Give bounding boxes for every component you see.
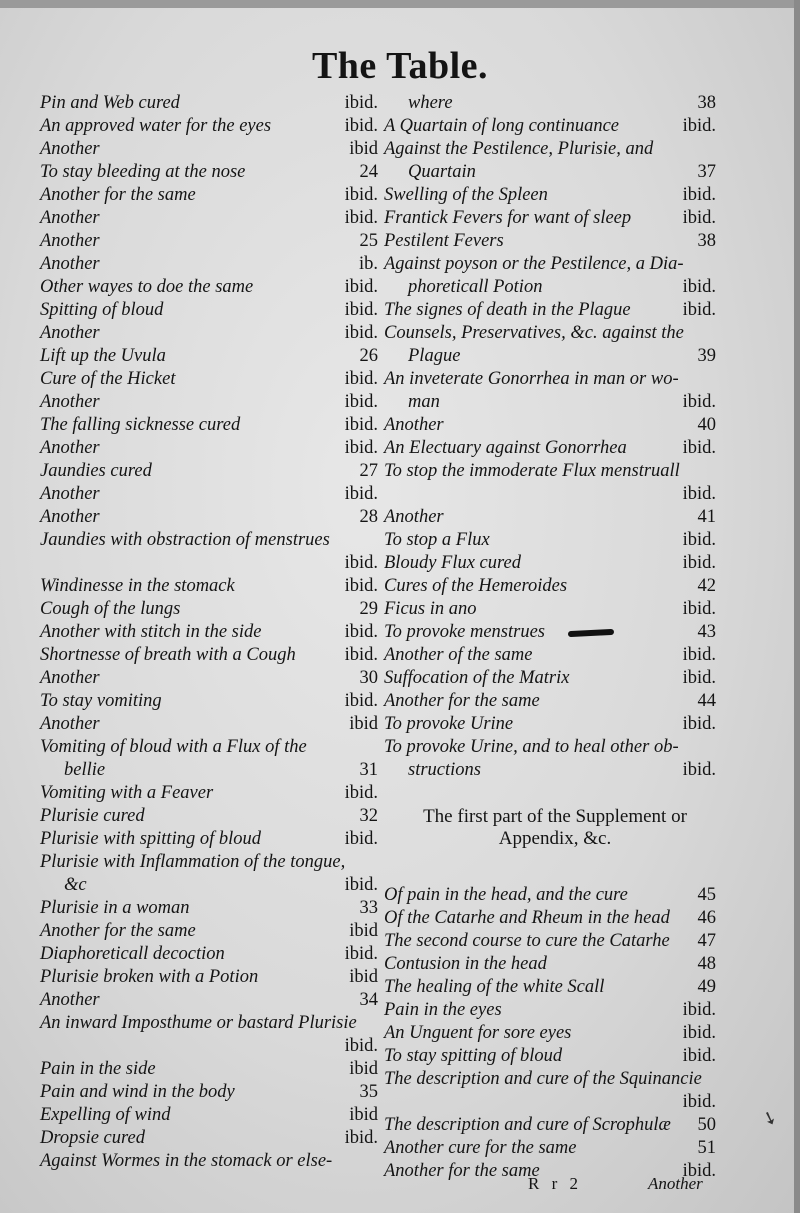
index-entry bbox=[384, 483, 716, 506]
entry-text: Plurisie in a woman bbox=[40, 898, 190, 918]
entry-page-number: 33 bbox=[359, 898, 378, 918]
index-entry bbox=[384, 230, 716, 253]
index-entry bbox=[384, 207, 716, 230]
entry-page-number: ibid bbox=[349, 714, 378, 734]
entry-text: Another bbox=[40, 208, 100, 228]
entry-page-number: ibid. bbox=[682, 1023, 716, 1043]
index-entry bbox=[40, 368, 378, 391]
entry-text: Shortnesse of breath with a Cough bbox=[40, 645, 296, 665]
entry-text: phoreticall Potion bbox=[408, 277, 543, 297]
entry-text: Another bbox=[40, 507, 100, 527]
index-entry bbox=[384, 667, 716, 690]
entry-text: To stop the immoderate Flux menstruall bbox=[384, 461, 680, 481]
entry-text: Plurisie with Inflammation of the tongue, bbox=[40, 852, 346, 872]
index-entry bbox=[384, 414, 716, 437]
entry-page-number: ibid. bbox=[682, 1000, 716, 1020]
entry-page-number: 38 bbox=[697, 93, 716, 113]
entry-page-number: 50 bbox=[697, 1115, 716, 1135]
index-entry bbox=[40, 115, 378, 138]
entry-text: Jaundies cured bbox=[40, 461, 152, 481]
entry-text: A Quartain of long continuance bbox=[384, 116, 619, 136]
entry-text: &c bbox=[64, 875, 87, 895]
entry-text: Another bbox=[40, 139, 100, 159]
entry-text: Pin and Web cured bbox=[40, 93, 180, 113]
section-gap bbox=[384, 850, 716, 884]
index-entry bbox=[40, 322, 378, 345]
entry-text: Another of the same bbox=[384, 645, 533, 665]
entry-text: Ficus in ano bbox=[384, 599, 477, 619]
entry-page-number: 44 bbox=[697, 691, 716, 711]
index-entry bbox=[40, 621, 378, 644]
entry-text: Another bbox=[384, 507, 444, 527]
entry-text: Spitting of bloud bbox=[40, 300, 164, 320]
entry-text: The falling sicknesse cured bbox=[40, 415, 241, 435]
entry-text: Pain in the eyes bbox=[384, 1000, 502, 1020]
index-entry bbox=[384, 907, 716, 930]
entry-text: where bbox=[408, 93, 453, 113]
index-entry bbox=[384, 253, 716, 276]
entry-page-number: 31 bbox=[359, 760, 378, 780]
index-entry bbox=[40, 851, 378, 874]
entry-page-number: 41 bbox=[697, 507, 716, 527]
entry-text: Plurisie broken with a Potion bbox=[40, 967, 259, 987]
entry-page-number: ibid. bbox=[682, 599, 716, 619]
entry-page-number: 45 bbox=[697, 885, 716, 905]
index-entry bbox=[40, 897, 378, 920]
index-entry bbox=[40, 529, 378, 552]
entry-text: Another bbox=[384, 415, 444, 435]
entry-text: Against Wormes in the stomack or else- bbox=[40, 1151, 333, 1171]
entry-text: Another bbox=[40, 323, 100, 343]
index-entry bbox=[40, 483, 378, 506]
entry-page-number: ibid. bbox=[682, 438, 716, 458]
entry-text: Cough of the lungs bbox=[40, 599, 181, 619]
entry-text: Another for the same bbox=[40, 185, 196, 205]
index-entry bbox=[384, 368, 716, 391]
entry-text: The second course to cure the Catarhe bbox=[384, 931, 670, 951]
entry-text: An inveterate Gonorrhea in man or wo- bbox=[384, 369, 679, 389]
entry-text: To stop a Flux bbox=[384, 530, 490, 550]
index-entry bbox=[40, 1058, 378, 1081]
entry-page-number: 34 bbox=[359, 990, 378, 1010]
entry-text: The healing of the white Scall bbox=[384, 977, 605, 997]
entry-page-number: 27 bbox=[359, 461, 378, 481]
index-entry bbox=[384, 437, 716, 460]
entry-page-number: ibid. bbox=[344, 93, 378, 113]
entry-page-number: 30 bbox=[359, 668, 378, 688]
index-entry bbox=[40, 437, 378, 460]
index-entry bbox=[384, 529, 716, 552]
entry-text: Another cure for the same bbox=[384, 1138, 577, 1158]
index-entry bbox=[40, 506, 378, 529]
entry-page-number: ibid. bbox=[344, 277, 378, 297]
page-title: The Table. bbox=[311, 45, 489, 87]
entry-page-number: ibid. bbox=[344, 576, 378, 596]
entry-page-number: ibid. bbox=[682, 277, 716, 297]
entry-text: Another for the same bbox=[384, 1161, 540, 1181]
index-entry bbox=[40, 92, 378, 115]
entry-page-number: 40 bbox=[697, 415, 716, 435]
index-entry bbox=[384, 299, 716, 322]
entry-text: Vomiting with a Feaver bbox=[40, 783, 214, 803]
index-entry bbox=[40, 253, 378, 276]
entry-text: Bloudy Flux cured bbox=[384, 553, 521, 573]
index-entry bbox=[384, 884, 716, 907]
entry-page-number: ibid bbox=[349, 1059, 378, 1079]
index-entry bbox=[384, 713, 716, 736]
entry-page-number: ibid. bbox=[344, 1128, 378, 1148]
entry-page-number: ibid. bbox=[682, 116, 716, 136]
right-index-entries bbox=[384, 92, 716, 782]
entry-text: Against the Pestilence, Plurisie, and bbox=[384, 139, 654, 159]
index-entry bbox=[384, 930, 716, 953]
entry-text: The signes of death in the Plague bbox=[384, 300, 631, 320]
index-entry bbox=[40, 943, 378, 966]
entry-text: Other wayes to doe the same bbox=[40, 277, 254, 297]
entry-page-number: 25 bbox=[359, 231, 378, 251]
entry-page-number: ibid. bbox=[682, 760, 716, 780]
entry-text: An Electuary against Gonorrhea bbox=[384, 438, 627, 458]
entry-text: structions bbox=[408, 760, 481, 780]
index-entry bbox=[40, 1012, 378, 1035]
index-entry bbox=[384, 552, 716, 575]
index-entry bbox=[384, 644, 716, 667]
index-entry bbox=[40, 828, 378, 851]
entry-text: Plurisie cured bbox=[40, 806, 145, 826]
supplement-heading: The first part of the Supplement or Appendix, &c. bbox=[423, 806, 687, 849]
index-entry bbox=[384, 1045, 716, 1068]
index-entry bbox=[384, 1114, 716, 1137]
entry-page-number: ib. bbox=[358, 254, 378, 274]
index-entry bbox=[40, 230, 378, 253]
entry-page-number: ibid bbox=[349, 921, 378, 941]
pencil-mark-icon: ➘ bbox=[759, 1106, 781, 1131]
entry-text: Expelling of wind bbox=[40, 1105, 171, 1125]
index-entry bbox=[40, 920, 378, 943]
entry-text: An Unguent for sore eyes bbox=[384, 1023, 572, 1043]
entry-text: Another bbox=[40, 438, 100, 458]
entry-page-number: ibid. bbox=[682, 1046, 716, 1066]
index-entry bbox=[40, 736, 378, 759]
entry-page-number: ibid. bbox=[682, 300, 716, 320]
entry-text: Another with stitch in the side bbox=[40, 622, 262, 642]
index-entry bbox=[40, 575, 378, 598]
entry-text: Cures of the Hemeroides bbox=[384, 576, 568, 596]
index-entry bbox=[40, 598, 378, 621]
entry-text: Another bbox=[40, 668, 100, 688]
index-entry bbox=[40, 161, 378, 184]
entry-page-number: ibid. bbox=[682, 553, 716, 573]
entry-text: To provoke Urine bbox=[384, 714, 514, 734]
index-entry bbox=[384, 976, 716, 999]
entry-text: Vomiting of bloud with a Flux of the bbox=[40, 737, 307, 757]
index-entry bbox=[40, 138, 378, 161]
entry-text: Lift up the Uvula bbox=[40, 346, 166, 366]
index-entry bbox=[40, 805, 378, 828]
entry-text: An approved water for the eyes bbox=[40, 116, 272, 136]
entry-page-number: ibid. bbox=[344, 208, 378, 228]
entry-text: To provoke menstrues bbox=[384, 622, 546, 642]
index-entry bbox=[384, 276, 716, 299]
page-edge-top bbox=[0, 0, 800, 8]
entry-page-number: 28 bbox=[359, 507, 378, 527]
entry-page-number: ibid. bbox=[682, 185, 716, 205]
index-entry bbox=[40, 966, 378, 989]
entry-page-number: 46 bbox=[697, 908, 716, 928]
entry-text: Plurisie with spitting of bloud bbox=[40, 829, 261, 849]
entry-page-number: ibid. bbox=[682, 1092, 716, 1112]
index-entry bbox=[40, 644, 378, 667]
index-entry bbox=[40, 759, 378, 782]
entry-text: Another bbox=[40, 254, 100, 274]
right-index-column bbox=[384, 92, 716, 1183]
entry-text: Another for the same bbox=[40, 921, 196, 941]
index-entry bbox=[384, 460, 716, 483]
index-entry bbox=[384, 999, 716, 1022]
entry-text: Another bbox=[40, 392, 100, 412]
entry-page-number: 37 bbox=[697, 162, 716, 182]
entry-page-number: ibid bbox=[349, 139, 378, 159]
entry-page-number: ibid. bbox=[344, 369, 378, 389]
entry-text: The description and cure of Scrophulæ bbox=[384, 1115, 671, 1135]
index-entry bbox=[40, 1150, 378, 1173]
entry-page-number: ibid. bbox=[682, 530, 716, 550]
entry-text: Another bbox=[40, 714, 100, 734]
entry-page-number: ibid. bbox=[682, 484, 716, 504]
entry-page-number: ibid. bbox=[344, 300, 378, 320]
index-entry bbox=[40, 391, 378, 414]
catchword: Another bbox=[648, 1174, 703, 1193]
entry-page-number: ibid. bbox=[682, 1161, 716, 1181]
entry-text: Swelling of the Spleen bbox=[384, 185, 548, 205]
entry-page-number: 49 bbox=[697, 977, 716, 997]
entry-text: Another for the same bbox=[384, 691, 540, 711]
supplement-index-entries bbox=[384, 884, 716, 1183]
entry-page-number: 48 bbox=[697, 954, 716, 974]
entry-page-number: ibid. bbox=[344, 438, 378, 458]
entry-page-number: ibid. bbox=[344, 323, 378, 343]
index-entry bbox=[384, 161, 716, 184]
entry-page-number: ibid. bbox=[344, 944, 378, 964]
signature-mark: R r 2 bbox=[528, 1174, 582, 1193]
entry-text: Windinesse in the stomack bbox=[40, 576, 235, 596]
index-entry bbox=[384, 1068, 716, 1091]
left-index-column bbox=[40, 92, 378, 1173]
entry-text: To provoke Urine, and to heal other ob- bbox=[384, 737, 679, 757]
entry-page-number: ibid. bbox=[344, 116, 378, 136]
index-entry bbox=[384, 736, 716, 759]
entry-text: To stay vomiting bbox=[40, 691, 162, 711]
section-gap bbox=[384, 782, 716, 806]
entry-page-number: 38 bbox=[697, 231, 716, 251]
index-entry bbox=[40, 345, 378, 368]
index-entry bbox=[384, 1022, 716, 1045]
entry-page-number: 42 bbox=[697, 576, 716, 596]
index-entry bbox=[40, 276, 378, 299]
index-entry bbox=[40, 1127, 378, 1150]
entry-page-number: ibid. bbox=[344, 645, 378, 665]
index-entry bbox=[384, 345, 716, 368]
index-entry bbox=[384, 322, 716, 345]
entry-page-number: ibid. bbox=[344, 1036, 378, 1056]
index-entry bbox=[384, 953, 716, 976]
entry-page-number: ibid. bbox=[344, 783, 378, 803]
entry-text: Frantick Fevers for want of sleep bbox=[384, 208, 632, 228]
entry-page-number: 29 bbox=[359, 599, 378, 619]
index-entry bbox=[384, 506, 716, 529]
entry-text: Quartain bbox=[408, 162, 476, 182]
page-edge-right bbox=[794, 0, 800, 1213]
index-entry bbox=[40, 414, 378, 437]
entry-page-number: 35 bbox=[359, 1082, 378, 1102]
index-entry bbox=[384, 391, 716, 414]
entry-text: Jaundies with obstraction of menstrues bbox=[40, 530, 330, 550]
entry-text: Counsels, Preservatives, &c. against the bbox=[384, 323, 684, 343]
entry-page-number: ibid. bbox=[344, 622, 378, 642]
index-entry bbox=[40, 460, 378, 483]
entry-page-number: 26 bbox=[359, 346, 378, 366]
entry-text: An inward Imposthume or bastard Plurisie bbox=[40, 1013, 357, 1033]
index-entry bbox=[384, 138, 716, 161]
index-entry bbox=[40, 667, 378, 690]
index-entry bbox=[384, 690, 716, 713]
entry-page-number: ibid. bbox=[682, 392, 716, 412]
entry-text: The description and cure of the Squinancie bbox=[384, 1069, 702, 1089]
index-entry bbox=[384, 1137, 716, 1160]
index-entry bbox=[40, 989, 378, 1012]
entry-text: Against poyson or the Pestilence, a Dia- bbox=[384, 254, 684, 274]
entry-page-number: ibid. bbox=[682, 668, 716, 688]
entry-text: Pestilent Fevers bbox=[384, 231, 504, 251]
entry-page-number: ibid. bbox=[344, 691, 378, 711]
entry-page-number: ibid bbox=[349, 967, 378, 987]
index-entry bbox=[40, 299, 378, 322]
entry-text: Another bbox=[40, 990, 100, 1010]
entry-text: Diaphoreticall decoction bbox=[40, 944, 225, 964]
entry-text: Pain in the side bbox=[40, 1059, 156, 1079]
entry-page-number: ibid. bbox=[344, 875, 378, 895]
entry-page-number: ibid. bbox=[682, 645, 716, 665]
index-entry bbox=[40, 1104, 378, 1127]
index-entry bbox=[40, 713, 378, 736]
entry-page-number: ibid. bbox=[344, 185, 378, 205]
index-entry bbox=[40, 207, 378, 230]
entry-page-number: 47 bbox=[697, 931, 716, 951]
index-entry bbox=[384, 1091, 716, 1114]
entry-page-number: ibid. bbox=[344, 392, 378, 412]
index-entry bbox=[40, 184, 378, 207]
index-entry bbox=[384, 184, 716, 207]
entry-text: bellie bbox=[64, 760, 106, 780]
index-entry bbox=[384, 621, 716, 644]
index-entry bbox=[40, 690, 378, 713]
entry-page-number: 39 bbox=[697, 346, 716, 366]
entry-text: Cure of the Hicket bbox=[40, 369, 176, 389]
entry-text: To stay bleeding at the nose bbox=[40, 162, 246, 182]
entry-page-number: 43 bbox=[697, 622, 716, 642]
entry-text: To stay spitting of bloud bbox=[384, 1046, 563, 1066]
entry-page-number: ibid. bbox=[682, 208, 716, 228]
entry-text: Of pain in the head, and the cure bbox=[384, 885, 628, 905]
entry-page-number: ibid. bbox=[682, 714, 716, 734]
entry-text: Plague bbox=[408, 346, 461, 366]
entry-page-number: ibid. bbox=[344, 553, 378, 573]
entry-page-number: ibid bbox=[349, 1105, 378, 1125]
entry-text: Pain and wind in the body bbox=[40, 1082, 235, 1102]
entry-text: Dropsie cured bbox=[40, 1128, 145, 1148]
index-entry bbox=[384, 115, 716, 138]
index-entry bbox=[384, 575, 716, 598]
entry-text: Another bbox=[40, 231, 100, 251]
index-entry bbox=[384, 759, 716, 782]
entry-page-number: ibid. bbox=[344, 415, 378, 435]
entry-text: Of the Catarhe and Rheum in the head bbox=[384, 908, 670, 928]
index-entry bbox=[40, 782, 378, 805]
entry-page-number: ibid. bbox=[344, 484, 378, 504]
entry-page-number: 24 bbox=[359, 162, 378, 182]
index-entry bbox=[40, 874, 378, 897]
index-entry bbox=[40, 1035, 378, 1058]
entry-page-number: ibid. bbox=[344, 829, 378, 849]
index-entry bbox=[384, 598, 716, 621]
entry-text: Contusion in the head bbox=[384, 954, 547, 974]
entry-page-number: 32 bbox=[359, 806, 378, 826]
index-entry bbox=[40, 1081, 378, 1104]
entry-text: Another bbox=[40, 484, 100, 504]
entry-page-number: 51 bbox=[697, 1138, 716, 1158]
entry-text: Suffocation of the Matrix bbox=[384, 668, 570, 688]
index-entry bbox=[40, 552, 378, 575]
index-entry bbox=[384, 92, 716, 115]
entry-text: man bbox=[408, 392, 440, 412]
